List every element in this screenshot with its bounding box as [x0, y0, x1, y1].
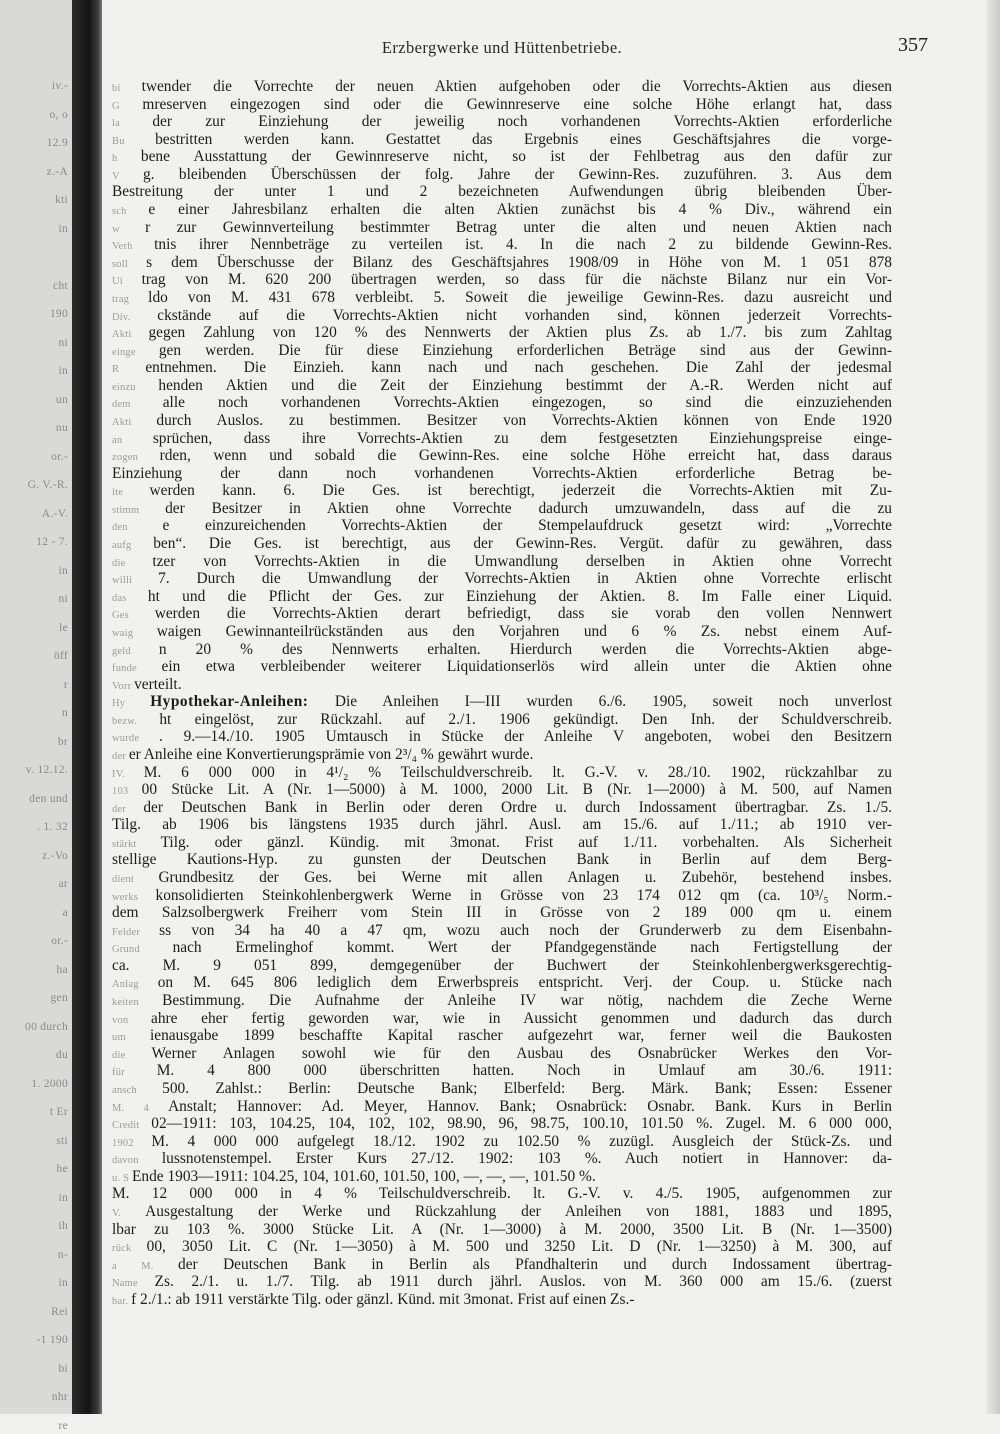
previous-page-line: öff — [53, 650, 68, 662]
line-text: nach Ermelinghof kommt. Wert der Pfandgegenstände nach Fertigstellung der — [172, 939, 893, 957]
line-text: alle noch vorhandenen Vorrechts-Aktien eingezogen, so sind die einzuziehenden — [162, 394, 892, 412]
text-line — [112, 1291, 892, 1309]
line-text: gegen Zahlung von 120 % des Nennwerts der Aktien plus Zs. ab 1./7. bis zum Zahltag — [148, 324, 893, 342]
body-text — [112, 78, 892, 1308]
margin-bleed-text: Akti — [112, 329, 149, 341]
previous-page-line: sti — [56, 1134, 68, 1147]
line-text: waigen Gewinnanteilrückständen aus den Vorjahren und 6 % Zs. nebst einem Auf- — [156, 622, 892, 640]
text-line — [112, 1256, 892, 1274]
line-text: . 9.—14./10. 1905 Umtausch in Stücke der Anleihe V angeboten, wobei den Besitzern — [159, 728, 892, 746]
margin-bleed-text: ansch — [112, 1084, 163, 1096]
line-text: Bestreitung der unter 1 und 2 bezeichneten Aufwendungen übrig bleibenden Über- — [112, 183, 892, 201]
text-line — [112, 1027, 892, 1045]
line-text: ahre eher fertig geworden war, wie in Aussicht genommen und dadurch das durch — [151, 1009, 892, 1027]
line-text: ckstände auf die Vorrechts-Aktien nicht vorhanden sind, können jederzeit Vorrechts- — [157, 306, 892, 324]
previous-page-line: cht — [53, 279, 68, 292]
margin-bleed-text: Grund — [112, 944, 173, 956]
previous-page-line: a — [62, 906, 68, 919]
line-text: n 20 % des Nennwerts erhalten. Hierdurch werden die Vorrechts-Aktien abge- — [158, 640, 892, 658]
text-line — [112, 764, 892, 782]
margin-bleed-text: einge — [112, 346, 159, 358]
text-line — [112, 1133, 892, 1151]
text-line — [112, 1203, 892, 1221]
line-text: der Deutschen Bank in Berlin oder deren Ordre u. durch Indossament übertragbar. Zs. 1./5. — [143, 798, 892, 816]
text-line — [112, 1238, 892, 1256]
previous-page-line: z.-Vo — [42, 849, 68, 862]
text-line — [112, 939, 892, 957]
previous-page-line: he — [56, 1163, 68, 1175]
text-line — [112, 570, 892, 588]
line-text: ein etwa verbleibender weiterer Liquidationserlös wird allein unter die Aktien ohne — [161, 658, 892, 676]
margin-bleed-text: Verh — [112, 241, 155, 253]
previous-page-line: ih — [58, 1220, 68, 1232]
margin-bleed-text: rück — [112, 1243, 147, 1255]
margin-bleed-text: einzu — [112, 381, 159, 393]
text-line — [112, 166, 892, 184]
line-text: f 2./1.: ab 1911 verstärkte Tilg. oder gänzl. Künd. mit 3monat. Frist auf einen Zs.- — [131, 1290, 635, 1308]
previous-page-line: in — [58, 1191, 68, 1204]
page-number: 357 — [898, 34, 928, 56]
text-line — [112, 728, 892, 746]
text-line — [112, 922, 892, 940]
line-text: on M. 645 806 lediglich dem Erwerbspreis entspricht. Verj. der Coup. u. Stücke nach — [157, 974, 892, 992]
line-text: M. 4 000 000 aufgelegt 18./12. 1902 zu 102.50 % zuzügl. Ausgleich der Stück-Zs. und — [151, 1132, 892, 1150]
previous-page-line: 12 - 7. — [36, 536, 68, 548]
previous-page-line: or.- — [51, 935, 68, 947]
line-text: ben“. Die Ges. ist berechtigt, aus der Gewinn-Res. Vergüt. dafür zu gewähren, dass — [153, 535, 892, 553]
previous-page-line: n- — [57, 1248, 68, 1261]
margin-bleed-text: h — [112, 153, 141, 165]
text-line — [112, 377, 892, 395]
previous-page-line: kti — [54, 194, 68, 206]
line-text: twender die Vorrechte der neuen Aktien aufgehoben oder die Vorrechts-Aktien aus diesen — [141, 78, 892, 95]
line-text: der zur Einziehung der jeweilig noch vorhandenen Vorrechts-Aktien erforderliche — [152, 113, 892, 131]
margin-bleed-text: V — [112, 170, 143, 182]
margin-bleed-text: Felder — [112, 926, 160, 938]
line-text: mreserven eingezogen sind oder die Gewinnreserve eine solche Höhe erlangt hat, dass — [142, 95, 892, 113]
text-line — [112, 324, 892, 342]
previous-page-line: ar — [58, 878, 68, 890]
text-line — [112, 517, 892, 535]
margin-bleed-text: w — [112, 223, 146, 235]
line-text: 7. Durch die Umwandlung der Vorrechts-Aktien in Aktien ohne Vorrechte erlischt — [158, 570, 892, 588]
line-text: Die Anleihen I—III wurden 6./6. 1905, soweit noch unverlost — [334, 693, 892, 711]
margin-bleed-text: Name — [112, 1278, 155, 1290]
margin-bleed-text: bi — [112, 83, 142, 94]
margin-bleed-text: G — [112, 100, 143, 112]
line-text: gen werden. Die für diese Einziehung erforderlichen Beträge sind aus der Gewinn- — [158, 341, 892, 359]
text-line — [112, 236, 892, 254]
margin-bleed-text: für — [112, 1067, 157, 1079]
margin-bleed-text: zogen — [112, 452, 160, 464]
text-line — [112, 500, 892, 518]
previous-page-line: bi — [58, 1362, 68, 1375]
text-line — [112, 148, 892, 166]
line-text: Bestimmung. Die Aufnahme der Anleihe IV war nötig, nachdem die Zeche Werne — [162, 992, 892, 1010]
text-line — [112, 693, 892, 711]
previous-page-line: o, o — [49, 108, 68, 121]
text-line — [112, 131, 892, 149]
margin-bleed-text: Akti — [112, 416, 157, 428]
margin-bleed-text: ite — [112, 487, 150, 499]
previous-page-line: iv.- — [51, 80, 68, 92]
text-line — [112, 799, 892, 817]
text-line — [112, 359, 892, 377]
line-text: der Besitzer in Aktien ohne Vorrechte dadurch umzuwandeln, dass auf die zu — [165, 499, 892, 517]
margin-bleed-text: Bu — [112, 135, 156, 147]
previous-page-line: ni — [58, 336, 68, 349]
line-text: M. 12 000 000 in 4 % Teilschuldverschreib. lt. G.-V. v. 4./5. 1905, aufgenommen zur — [112, 1185, 892, 1203]
text-line — [112, 412, 892, 430]
text-line — [112, 1150, 892, 1168]
text-line — [112, 588, 892, 606]
text-line — [112, 957, 892, 975]
margin-bleed-text: der — [112, 750, 129, 762]
line-text: e einzureichenden Vorrechts-Aktien der Stempelaufdruck gesetzt wird: „Vorrechte — [162, 517, 892, 535]
text-line — [112, 219, 892, 237]
text-line — [112, 869, 892, 887]
page-edge — [986, 0, 1000, 1414]
margin-bleed-text: soll — [112, 258, 147, 270]
line-text: Einziehung der dann noch vorhandenen Vorrechts-Aktien erforderliche Betrag be- — [112, 464, 892, 482]
margin-bleed-text: Vorr — [112, 680, 135, 692]
line-text: Ende 1903—1911: 104.25, 104, 101.60, 101.50, 100, —, —, —, 101.50 %. — [131, 1167, 596, 1185]
text-line — [112, 605, 892, 623]
previous-page-line: gen — [50, 992, 68, 1004]
line-text: werden kann. 6. Die Ges. ist berechtigt, jederzeit die Vorrechts-Aktien mit Zu- — [149, 482, 892, 500]
text-line — [112, 623, 892, 641]
line-text: Ausgestaltung der Werke und Rückzahlung der Anleihen von 1881, 1883 und 1895, — [145, 1203, 892, 1220]
margin-bleed-text: der — [112, 803, 144, 815]
previous-page-line: -1 190 — [36, 1334, 68, 1346]
margin-bleed-text: V. — [112, 1208, 146, 1219]
text-line — [112, 553, 892, 571]
line-text: g. bleibenden Überschüssen der folg. Jahre der Gewinn-Res. zuzuführen. 3. Aus dem — [142, 165, 893, 183]
line-text: henden Aktien und die Zeit der Einziehung bestimmt der A.-R. Werden nicht auf — [158, 376, 892, 394]
text-line — [112, 658, 892, 676]
previous-page-line: un — [55, 393, 68, 406]
line-text: M. 6 000 000 in 4¹/₂ % Teilschuldverschreib. lt. G.-V. v. 28./10. 1902, rückzahlbar zu — [143, 763, 892, 781]
line-text: 500. Zahlst.: Berlin: Deutsche Bank; Elberfeld: Berg. Märk. Bank; Essen: Essener — [162, 1079, 892, 1097]
text-line — [112, 183, 892, 201]
previous-page-line: n — [61, 707, 68, 719]
text-line — [112, 887, 892, 905]
margin-bleed-text: u. S — [112, 1172, 132, 1184]
text-line — [112, 676, 892, 694]
text-line — [112, 992, 892, 1010]
line-text: ss von 34 ha 40 a 47 qm, wozu auch noch der Grunderwerb zu dem Eisenbahn- — [159, 921, 892, 939]
margin-bleed-text: Credit — [112, 1120, 152, 1132]
text-line — [112, 447, 892, 465]
text-line — [112, 482, 892, 500]
previous-page-line: in — [58, 564, 68, 577]
line-text: dem Salzsolbergwerk Freiherr vom Stein III in Grösse von 2 189 000 qm u. einem — [112, 904, 892, 922]
margin-bleed-text: wurde — [112, 733, 159, 745]
line-text: 02—1911: 103, 104.25, 104, 102, 102, 98.90, 96, 98.75, 100.10, 101.50 %. Zugel. M. 6 000 000, — [151, 1115, 892, 1133]
previous-page-line: A.-V. — [41, 507, 68, 520]
margin-bleed-text: funde — [112, 663, 162, 675]
line-text: Anstalt; Hannover: Ad. Meyer, Hannov. Bank; Osnabrück: Osnabr. Bank. Kurs in Berlin — [168, 1097, 892, 1115]
margin-bleed-text: bezw. — [112, 715, 160, 727]
previous-page-line: in — [58, 365, 68, 377]
text-line — [112, 96, 892, 114]
margin-bleed-text: Hy — [112, 698, 151, 710]
line-text: trag von M. 620 200 übertragen werden, so dass für die nächste Bilanz nur ein Vor- — [141, 271, 892, 289]
previous-page-line: du — [55, 1049, 68, 1061]
text-line — [112, 974, 892, 992]
line-text: durch Auslos. zu bestimmen. Besitzer von Vorrechts-Aktien können von Ende 1920 — [156, 411, 893, 429]
margin-bleed-text: R — [112, 364, 146, 376]
margin-bleed-text: bar. — [112, 1295, 132, 1307]
line-text: stellige Kautions-Hyp. zu gunsten der Deutschen Bank in Berlin auf dem Berg- — [112, 851, 892, 869]
previous-page-line: Rei — [51, 1305, 68, 1318]
line-text: der Deutschen Bank in Berlin als Pfandhalterin und durch Indossament übertrag- — [178, 1255, 892, 1273]
line-text: M. 4 800 000 überschritten hatten. Noch in Umlauf am 30./6. 1911: — [156, 1062, 893, 1080]
section-heading: Hypothekar-Anleihen: — [150, 693, 335, 711]
margin-bleed-text: keiten — [112, 997, 163, 1009]
margin-bleed-text: Ges — [112, 610, 155, 622]
previous-page-line: nhr — [51, 1391, 68, 1403]
previous-page-line: re — [58, 1419, 68, 1432]
margin-bleed-text: von — [112, 1014, 151, 1026]
text-line — [112, 307, 892, 325]
text-line — [112, 1221, 892, 1239]
margin-bleed-text: das — [112, 592, 148, 604]
line-text: 00, 3050 Lit. C (Nr. 1—3050) à M. 500 und 3250 Lit. D (Nr. 1—3250) à M. 300, auf — [146, 1238, 892, 1256]
text-line — [112, 1168, 892, 1186]
text-line — [112, 746, 892, 764]
previous-page-line: ni — [58, 593, 68, 605]
margin-bleed-text: Ui — [112, 276, 142, 288]
text-line — [112, 816, 892, 834]
line-text: tzer von Vorrechts-Aktien in die Umwandlung derselben in Aktien ohne Vorrecht — [152, 552, 892, 570]
margin-bleed-text: um — [112, 1032, 150, 1044]
line-text: er Anleihe eine Konvertierungsprämie von 2³/₄ % gewährt wurde. — [128, 745, 534, 763]
text-line — [112, 1045, 892, 1063]
margin-bleed-text: 103 — [112, 786, 142, 798]
margin-bleed-text: aufg — [112, 540, 154, 552]
previous-page-line: t Er — [49, 1106, 68, 1118]
previous-page-line: r — [63, 678, 68, 691]
margin-bleed-text: IV. — [112, 768, 144, 780]
margin-bleed-text: M. 4 — [112, 1102, 169, 1114]
previous-page-line: le — [59, 621, 68, 634]
text-line — [112, 271, 892, 289]
margin-bleed-text: Anlag — [112, 979, 158, 991]
previous-page-line: . 1. 32 — [37, 821, 68, 833]
line-text: 00 Stücke Lit. A (Nr. 1—5000) à M. 1000, 2000 Lit. B (Nr. 1—2000) à M. 500, auf Namen — [141, 781, 892, 799]
line-text: rden, wenn und sobald die Gewinn-Res. eine solche Höhe erreicht hat, dass daraus — [159, 447, 892, 465]
text-line — [112, 1062, 892, 1080]
text-line — [112, 834, 892, 852]
margin-bleed-text: werks — [112, 891, 156, 903]
margin-bleed-text: a M. — [112, 1260, 178, 1272]
line-text: Werner Anlagen sowohl wie für den Ausbau des Osnabrücker Werkes den Vor- — [151, 1044, 892, 1062]
previous-page-line: in — [58, 222, 68, 235]
previous-page-line: nu — [55, 422, 68, 434]
line-text: ht eingelöst, zur Rückzahl. auf 2./1. 1906 gekündigt. Den Inh. der Schuldverschreib. — [159, 710, 892, 728]
text-line — [112, 904, 892, 922]
margin-bleed-text: an — [112, 434, 153, 446]
text-line — [112, 342, 892, 360]
previous-page-line: 00 durch — [25, 1020, 68, 1033]
text-line — [112, 1080, 892, 1098]
text-line — [112, 1185, 892, 1203]
previous-page-line: in — [58, 1277, 68, 1289]
line-text: lbar zu 103 %. 3000 Stücke Lit. A (Nr. 1—3000) à M. 2000, 3500 Lit. B (Nr. 1—3500) — [112, 1220, 892, 1238]
line-text: entnehmen. Die Einzieh. kann nach und nach geschehen. Die Zahl der jedesmal — [145, 359, 892, 377]
text-line — [112, 289, 892, 307]
line-text: Tilg. ab 1906 bis längstens 1935 durch jährl. Ausl. am 15./6. auf 1./11.; ab 1910 ver- — [112, 816, 892, 834]
margin-bleed-text: stärkt — [112, 838, 161, 850]
line-text: ca. M. 9 051 899, demgegenüber der Buchwert der Steinkohlenbergwerksgerechtig- — [112, 956, 892, 974]
previous-page-fragment — [0, 0, 72, 1432]
line-text: bestritten werden kann. Gestattet das Ergebnis eines Geschäftsjahres die vorge- — [155, 130, 893, 148]
margin-bleed-text: trag — [112, 293, 149, 305]
text-line — [112, 1115, 892, 1133]
margin-bleed-text: geld — [112, 645, 159, 657]
previous-page-line: z.-A — [46, 165, 68, 178]
book-page — [112, 0, 982, 1414]
line-text: ldo von M. 431 678 verbleibt. 5. Soweit die jeweilige Gewinn-Res. dazu ausreicht und — [148, 288, 892, 306]
line-text: werden die Vorrechts-Aktien derart befriedigt, dass sie vorab den vollen Nennwert — [154, 605, 892, 623]
line-text: verteilt. — [134, 675, 182, 693]
line-text: konsolidierten Steinkohlenbergwerk Werne in Grösse von 23 174 012 qm (ca. 10³/₅ Norm.- — [155, 886, 893, 904]
text-line — [112, 78, 892, 96]
line-text: Tilg. oder gänzl. Kündig. mit 3monat. Frist auf 1./11. vorbehalten. Als Sicherheit — [160, 833, 892, 851]
previous-page-line: or.- — [51, 450, 68, 463]
previous-page-line: 190 — [49, 308, 68, 320]
text-line — [112, 1098, 892, 1116]
margin-bleed-text: davon — [112, 1155, 162, 1167]
text-line — [112, 641, 892, 659]
margin-bleed-text: sch — [112, 206, 149, 218]
previous-page-line: 1. 2000 — [31, 1077, 68, 1090]
margin-bleed-text: dient — [112, 874, 159, 886]
line-text: s dem Überschusse der Bilanz des Geschäftsjahres 1908/09 in Höhe von M. 1 051 878 — [146, 253, 892, 271]
text-line — [112, 1010, 892, 1028]
margin-bleed-text: Div. — [112, 311, 158, 323]
line-text: Zs. 2./1. u. 1./7. Tilg. ab 1911 durch jährl. Auslos. von M. 360 000 am 15./6. (zuerst — [154, 1273, 892, 1291]
text-line — [112, 430, 892, 448]
line-text: tnis ihrer Nennbeträge zu verteilen ist. 4. In die nach 2 zu bildende Gewinn-Res. — [154, 236, 892, 254]
previous-page-line: v. 12.12. — [25, 764, 68, 776]
previous-page-line: 12.9 — [46, 137, 68, 149]
text-line — [112, 254, 892, 272]
running-title: Erzbergwerke und Hüttenbetriebe. — [381, 38, 623, 57]
previous-page-line: den und — [29, 792, 68, 805]
margin-bleed-text: stimm — [112, 504, 166, 516]
line-text: e einer Jahresbilanz erhalten die alten Aktien zunächst bis 4 % Div., während ein — [148, 201, 892, 219]
line-text: ienausgabe 1899 beschaffte Kapital rascher aufgezehrt war, ferner weil die Baukosten — [150, 1027, 892, 1045]
text-line — [112, 465, 892, 483]
book-gutter — [72, 0, 102, 1414]
text-line — [112, 851, 892, 869]
text-line — [112, 394, 892, 412]
text-line — [112, 535, 892, 553]
margin-bleed-text: willi — [112, 575, 159, 587]
text-line — [112, 711, 892, 729]
line-text: sprüchen, dass ihre Vorrechts-Aktien zu dem festgesetzten Einziehungspreise einge- — [152, 429, 892, 447]
line-text: bene Ausstattung der Gewinnreserve nicht, so ist der Fehlbetrag aus den dafür zur — [140, 148, 892, 166]
text-line — [112, 1273, 892, 1291]
line-text: r zur Gewinnverteilung bestimmter Betrag unter die alten und neuen Aktien nach — [145, 218, 892, 236]
line-text: ht und die Pflicht der Ges. zur Einziehung der Aktien. 8. Im Falle einer Liquid. — [147, 587, 892, 605]
text-line — [112, 201, 892, 219]
margin-bleed-text: waig — [112, 627, 157, 639]
text-line — [112, 781, 892, 799]
margin-bleed-text: 1902 — [112, 1137, 152, 1149]
margin-bleed-text: la — [112, 118, 153, 130]
margin-bleed-text: die — [112, 1049, 152, 1061]
previous-page-line: br — [57, 735, 68, 748]
line-text: Grundbesitz der Ges. bei Werne mit allen Anlagen u. Zubehör, bestehend insbes. — [158, 869, 892, 887]
margin-bleed-text: die — [112, 557, 153, 569]
line-text: lussnotenstempel. Erster Kurs 27./12. 1902: 103 %. Auch notiert in Hannover: da- — [161, 1150, 892, 1168]
previous-page-line: G. V.-R. — [27, 479, 68, 491]
margin-bleed-text: den — [112, 522, 163, 534]
margin-bleed-text: dem — [112, 399, 163, 411]
previous-page-line: ha — [56, 963, 68, 976]
text-line — [112, 113, 892, 131]
